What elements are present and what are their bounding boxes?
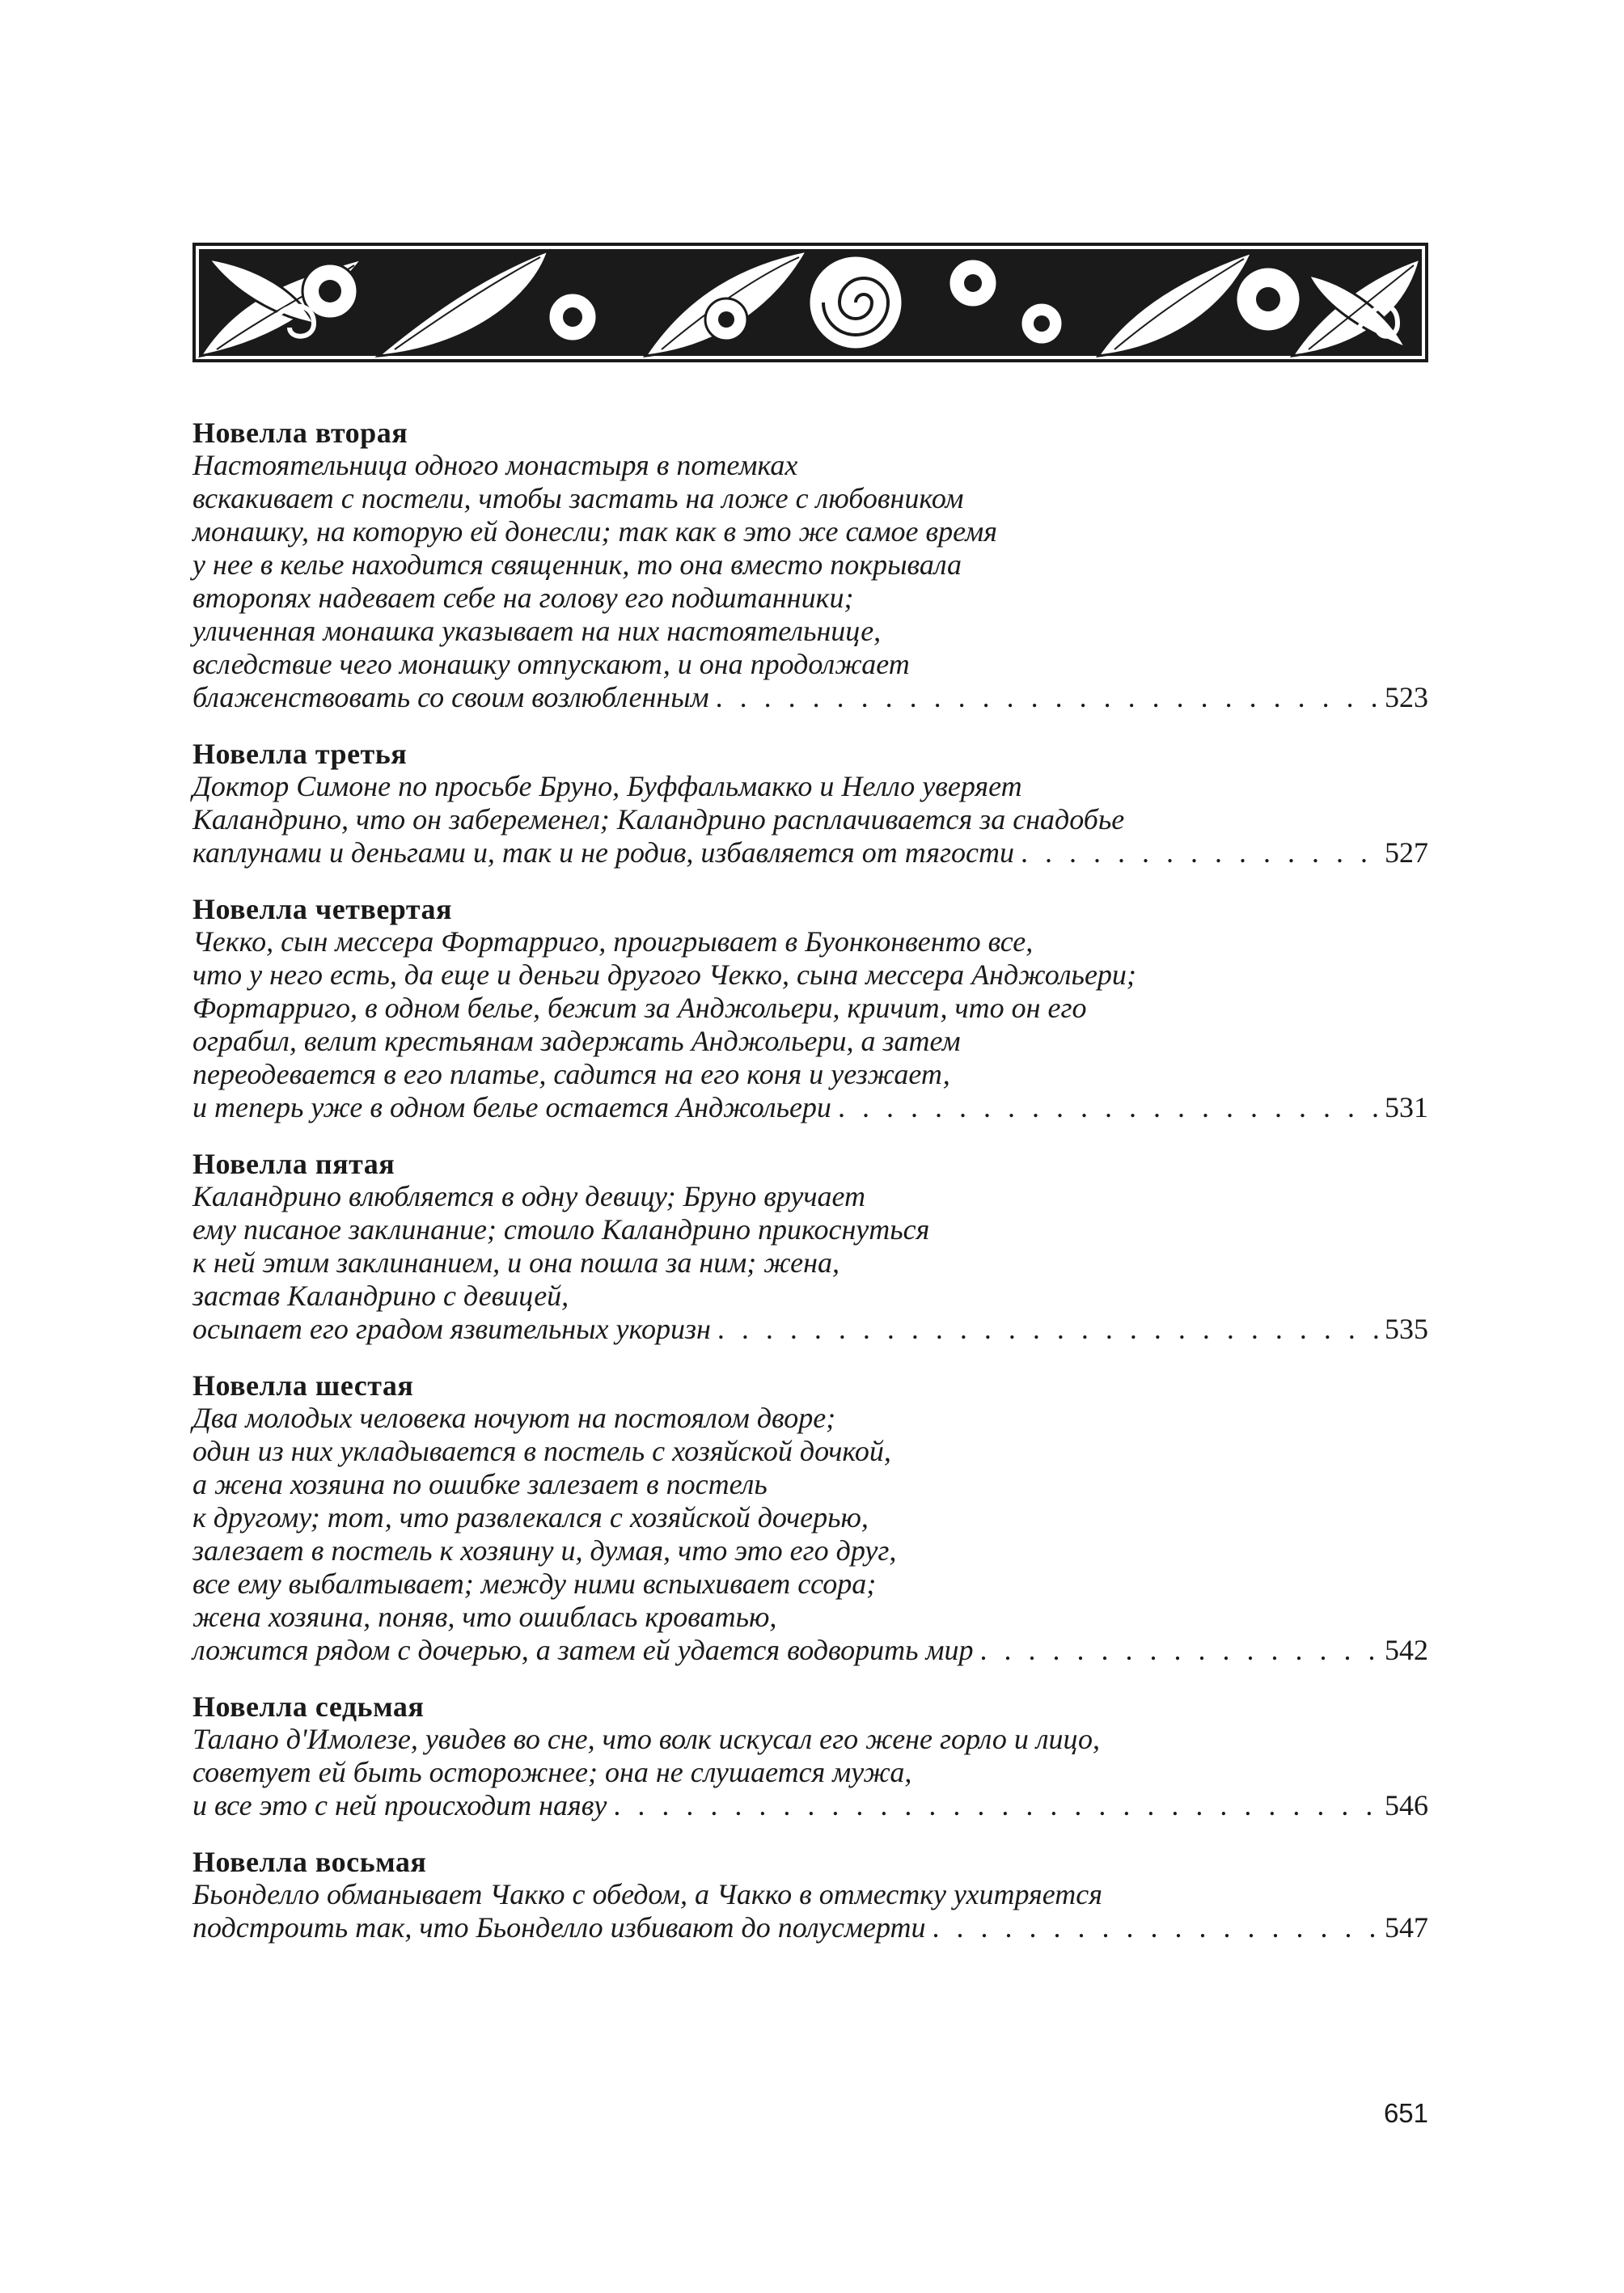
entry-last-line xyxy=(192,1911,1428,1944)
entry-summary-line: ему писаное заклинание; стоило Каландрино прикоснуться xyxy=(192,1213,930,1246)
entry-summary-line: вследствие чего монашку отпускают, и она продолжает xyxy=(192,648,910,680)
entry-summary-line: Фортарриго, в одном белье, бежит за Анджольери, кричит, что он его xyxy=(192,992,1087,1024)
entry-summary-line: Чекко, сын мессера Фортарриго, проигрывает в Буонконвенто все, xyxy=(192,925,1034,958)
entry-summary-line: и все это с ней происходит наяву xyxy=(192,1789,607,1821)
entry-summary-line: блаженствовать со своим возлюбленным xyxy=(192,681,709,713)
entry-summary-line: застав Каландрино с девицей, xyxy=(192,1280,569,1312)
entry-title: Новелла пятая xyxy=(192,1148,395,1180)
entry-summary-line: ограбил, велит крестьянам задержать Анджольери, а затем xyxy=(192,1025,961,1057)
toc-entry-novella-7[interactable] xyxy=(192,1690,1428,1822)
entry-summary-line: один из них укладывается в постель с хозяйской дочкой, xyxy=(192,1435,891,1467)
entry-last-line xyxy=(192,1313,1428,1346)
entry-last-line xyxy=(192,836,1428,869)
entry-summary-line: Доктор Симоне по просьбе Бруно, Буффальмакко и Нелло уверяет xyxy=(192,770,1022,802)
entry-summary-line: Настоятельница одного монастыря в потемках xyxy=(192,449,798,481)
page-number[interactable]: 542 xyxy=(1385,1634,1428,1666)
entry-title: Новелла шестая xyxy=(192,1369,414,1402)
dot-leader xyxy=(932,1911,1378,1944)
entry-summary-line: Каландрино, что он забеременел; Каландрино расплачивается за снадобье xyxy=(192,803,1125,836)
entry-summary-line: Два молодых человека ночуют на постоялом дворе; xyxy=(192,1402,836,1434)
page-number[interactable]: 547 xyxy=(1385,1911,1428,1944)
entry-summary-line: Каландрино влюбляется в одну девицу; Бруно вручает xyxy=(192,1180,866,1212)
entry-summary-line: залезает в постель к хозяину и, думая, что это его друг, xyxy=(192,1534,897,1567)
entry-summary-line: советует ей быть осторожнее; она не слушается мужа, xyxy=(192,1756,912,1788)
dot-leader xyxy=(838,1091,1378,1124)
entry-summary-line: уличенная монашка указывает на них настоятельнице, xyxy=(192,615,882,647)
entry-summary-line: каплунами и деньгами и, так и не родив, избавляется от тягости xyxy=(192,836,1014,869)
entry-summary-line: что у него есть, да еще и деньги другого Чекко, сына мессера Анджольери; xyxy=(192,958,1136,991)
page-number[interactable]: 527 xyxy=(1385,836,1428,869)
entry-last-line xyxy=(192,1091,1428,1124)
dot-leader xyxy=(716,681,1378,714)
folio-page-number: 651 xyxy=(1383,2098,1428,2128)
toc-entry-novella-6[interactable] xyxy=(192,1369,1428,1667)
page-number[interactable]: 523 xyxy=(1385,681,1428,713)
entry-summary-line: вскакивает с постели, чтобы застать на ложе с любовником xyxy=(192,482,964,514)
page-number[interactable]: 535 xyxy=(1385,1313,1428,1345)
entry-title: Новелла третья xyxy=(192,738,408,770)
entry-summary-line: переодевается в его платье, садится на его коня и уезжает, xyxy=(192,1058,950,1090)
floral-ornament-band xyxy=(192,243,1428,362)
dot-leader xyxy=(1021,836,1378,869)
entry-last-line xyxy=(192,681,1428,714)
entry-summary-line: к ней этим заклинанием, и она пошла за ним; жена, xyxy=(192,1246,840,1279)
entry-title: Новелла седьмая xyxy=(192,1690,425,1723)
entry-summary-line: второпях надевает себе на голову его подштанники; xyxy=(192,582,854,614)
dot-leader xyxy=(717,1313,1378,1346)
entry-summary-line: к другому; тот, что развлекался с хозяйской дочерью, xyxy=(192,1501,869,1534)
entry-last-line xyxy=(192,1634,1428,1667)
entry-summary-line: Бьонделло обманывает Чакко с обедом, а Чакко в отместку ухитряется xyxy=(192,1878,1102,1910)
page-number[interactable]: 546 xyxy=(1385,1789,1428,1821)
entry-summary-line: подстроить так, что Бьонделло избивают до полусмерти xyxy=(192,1911,926,1944)
entry-summary-line: ложится рядом с дочерью, а затем ей удается водворить мир xyxy=(192,1634,974,1666)
entry-summary-line: жена хозяина, поняв, что ошиблась кроватью, xyxy=(192,1601,777,1633)
page-number[interactable]: 531 xyxy=(1385,1091,1428,1123)
dot-leader xyxy=(979,1634,1378,1667)
dot-leader xyxy=(613,1789,1378,1822)
toc-entry-novella-3[interactable] xyxy=(192,738,1428,869)
entry-summary-line: осыпает его градом язвительных укоризн xyxy=(192,1313,711,1345)
entry-summary-line: и теперь уже в одном белье остается Анджольери xyxy=(192,1091,831,1123)
entry-summary-line: все ему выбалтывает; между ними вспыхивает ссора; xyxy=(192,1567,877,1600)
table-of-contents xyxy=(192,417,1428,1968)
toc-entry-novella-8[interactable] xyxy=(192,1846,1428,1944)
entry-title: Новелла вторая xyxy=(192,417,408,449)
toc-entry-novella-4[interactable] xyxy=(192,893,1428,1124)
entry-summary-line: у нее в келье находится священник, то она вместо покрывала xyxy=(192,548,962,581)
toc-entry-novella-2[interactable] xyxy=(192,417,1428,714)
entry-summary-line: а жена хозяина по ошибке залезает в постель xyxy=(192,1468,768,1500)
toc-entry-novella-5[interactable] xyxy=(192,1148,1428,1346)
entry-last-line xyxy=(192,1789,1428,1822)
entry-summary-line: Талано д'Имолезе, увидев во сне, что волк искусал его жене горло и лицо, xyxy=(192,1723,1100,1755)
entry-title: Новелла восьмая xyxy=(192,1846,427,1878)
entry-summary-line: монашку, на которую ей донесли; так как в это же самое время xyxy=(192,515,997,548)
entry-title: Новелла четвертая xyxy=(192,893,452,925)
